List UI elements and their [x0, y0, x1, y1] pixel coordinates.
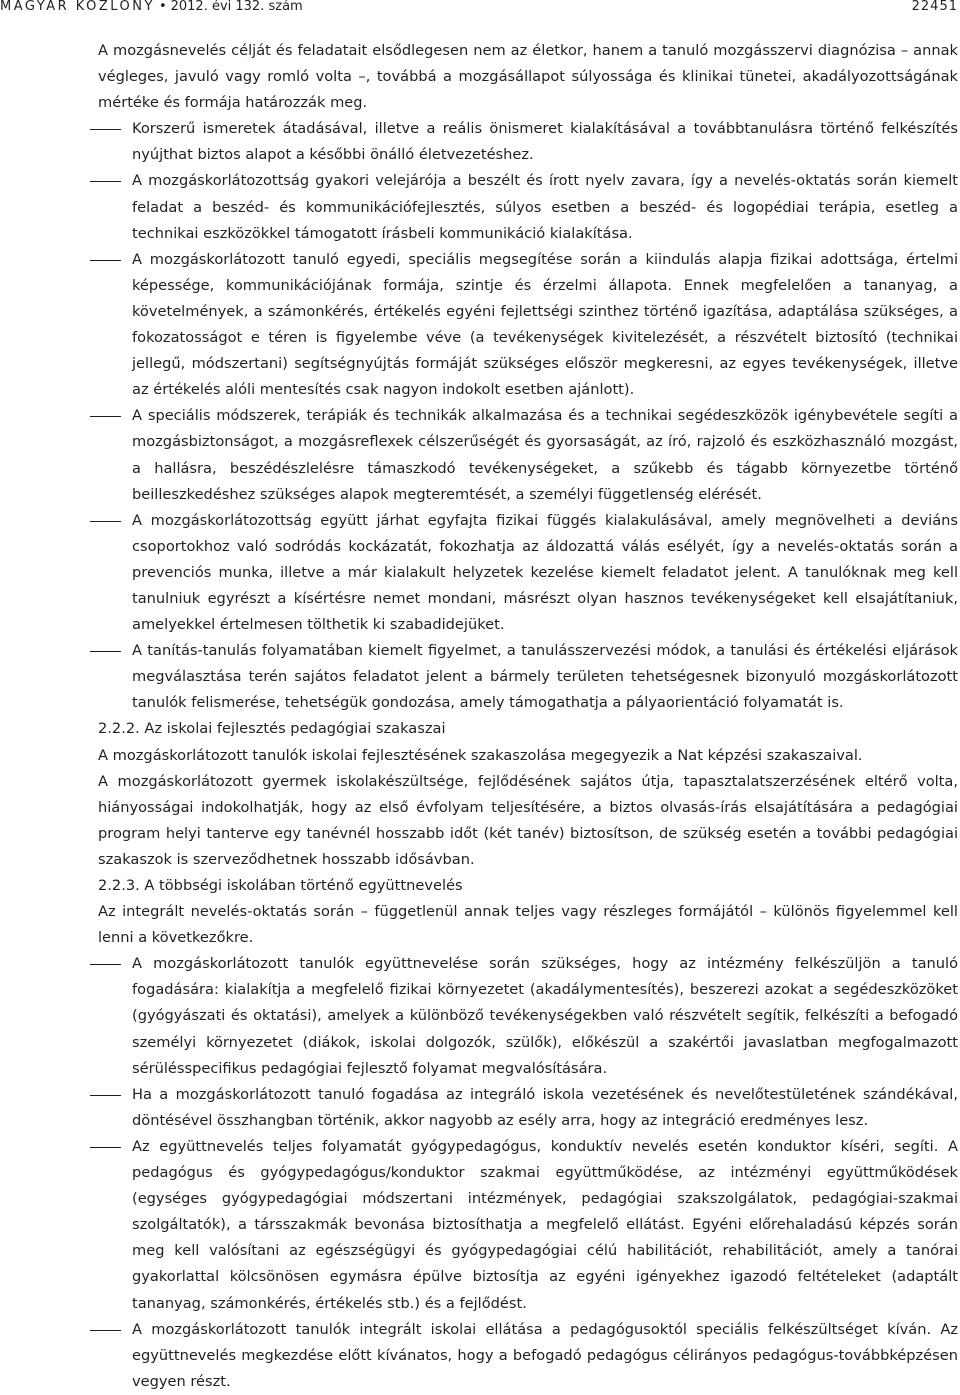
list-item — [98, 1082, 958, 1134]
list-item — [98, 247, 958, 404]
paragraph-222-a: A mozgáskorlátozott tanulók iskolai fejlesztésének szakaszolása megegyezik a Nat képzési szakaszaival. — [98, 746, 863, 764]
journal-title: MAGYAR KÖZLÖNY — [0, 0, 155, 14]
list-item — [98, 403, 958, 507]
list-item-text: A mozgáskorlátozott tanulók együttnevelése során szükséges, hogy az intézmény felkészüljön a tanuló fogadására: kialakítja a megfelelő fizikai környezetet (akadálymentesítés), beszerezi azokat a segédeszközöket (gyógyászati és oktatási), amelyek a különböző tevékenységekben való részvételt segítik, felkészíti a befogadó személyi környezetet (diákok, iskolai dolgozók, szülők), előkészül a szakértői javaslatban megfogalmazott sérülésspecifikus pedagógiai fejlesztő folyamat megvalósítására. — [132, 955, 958, 1077]
list-item — [98, 1317, 958, 1395]
list-item-text: A mozgáskorlátozottság gyakori velejárója a beszélt és írott nyelv zavara, így a nevelés-oktatás során kiemelt feladat a beszéd- és kommunikációfejlesztés, súlyos esetben a beszéd- és logopédiai terápia, esetleg a technikai eszközökkel támogatott írásbeli kommunikáció kialakítása. — [132, 172, 958, 242]
paragraph-222-b: A mozgáskorlátozott gyermek iskolakészültsége, fejlődésének sajátos útja, tapasztalatszerzésének eltérő volta, hiányosságai indokolhatják, hogy az első évfolyam teljesítésére, a biztos olvasás-írás elsajátítására a pedagógiai program helyi tanterve egy tanévnél hosszabb időt (két tanév) biztosítson, de szükség esetén a további pedagógiai szakaszok is szerveződhetnek hosszabb idősávban. — [98, 772, 958, 868]
issue-label: 2012. évi 132. szám — [170, 0, 303, 14]
list-item — [98, 168, 958, 246]
list-item — [98, 116, 958, 168]
list-item-text: A mozgáskorlátozott tanuló egyedi, speciális megsegítése során a kiindulás alapja fizikai adottsága, értelmi képessége, kommunikációjának formája, szintje és érzelmi állapota. Ennek megfelelően a tananyag, a követelmények, a számonkérés, értékelés egyéni fejlettségi szinthez történő igazítása, adaptálása szükséges, a fokozatosságot e téren is figyelembe véve (a tevékenységek kivitelezését, a részvételt biztosító (technikai jellegű, módszertani) segítségnyújtás formáját szükséges először megkeresni, az egyes tevékenységek, illetve az értékelés alóli mentesítés csak nagyon indokolt esetben ajánlott). — [132, 250, 958, 399]
section-heading-223: 2.2.3. A többségi iskolában történő együttnevelés — [98, 877, 463, 894]
list-item — [98, 951, 958, 1081]
bullet-list-2 — [98, 951, 958, 1395]
document-body — [98, 38, 958, 1395]
list-item-text: A speciális módszerek, terápiák és technikák alkalmazása és a technikai segédeszközök igénybevétele segíti a mozgásbiztonságot, a mozgásreflexek célszerűségét és gyorsaságát, az író, rajzoló és eszközhasználó mozgást, a hallásra, beszédészlelésre támaszkodó tevékenységeket, a szűkebb és tágabb környezetbe történő beilleszkedéshez szükséges alapok megteremtését, a személyi függetlenség elérését. — [132, 407, 958, 503]
section-heading-222: 2.2.2. Az iskolai fejlesztés pedagógiai szakaszai — [98, 720, 446, 738]
list-item-text: Ha a mozgáskorlátozott tanuló fogadása az integráló iskola vezetésének és nevelőtestületének szándékával, döntésével összhangban történik, akkor nagyobb az esély arra, hogy az integráció eredményes lesz. — [132, 1085, 958, 1129]
page-header — [0, 0, 960, 18]
bullet-list-1 — [98, 116, 958, 716]
page-number: 22451 — [911, 0, 958, 14]
bullet-separator: • — [158, 0, 167, 14]
paragraph-223: Az integrált nevelés-oktatás során – függetlenül annak teljes vagy részleges formájától – különös figyelemmel kell lenni a következőkre. — [98, 903, 958, 947]
list-item-text: A tanítás-tanulás folyamatában kiemelt figyelmet, a tanulásszervezési módok, a tanulási és értékelési eljárások megválasztása terén sajátos feladatot jelent a bármely területen tehetségesnek bizonyuló mozgáskorlátozott tanulók felismerése, tehetségük gondozása, amely támogathatja a pályaorientáció folyamatát is. — [132, 642, 958, 712]
list-item-text: Az együttnevelés teljes folyamatát gyógypedagógus, konduktív nevelés esetén konduktor kíséri, segíti. A pedagógus és gyógypedagógus/konduktor szakmai együttműködése, az intézményi együttműködések (egységes gyógypedagógiai módszertani intézmények, pedagógiai szakszolgálatok, pedagógiai-szakmai szolgáltatók), a társszakmák bevonása biztosíthatja a megfelelő ellátást. Egyéni előrehaladású képzés során meg kell valósítani az egészségügyi és gyógypedagógiai célú habilitációt, rehabilitációt, amely a tanórai gyakorlattal kölcsönösen egymásra épülve biztosítja az egyéni igényekhez igazodó feltételeket (adaptált tananyag, számonkérés, értékelés stb.) és a fejlődést. — [132, 1137, 958, 1312]
list-item — [98, 508, 958, 638]
list-item-text: A mozgáskorlátozott tanulók integrált iskolai ellátása a pedagógusoktól speciális felkészültséget kíván. Az együttnevelés megkezdése előtt kívánatos, hogy a befogadó pedagógus célirányos pedagógus-továbbképzésen vegyen részt. — [132, 1320, 958, 1390]
intro-paragraph: A mozgásnevelés célját és feladatait elsődlegesen nem az életkor, hanem a tanuló mozgásszervi diagnózisa – annak végleges, javuló vagy romló volta –, továbbá a mozgásállapot súlyossága és klinikai tünetei, akadályozottságának mértéke és formája határozzák meg. — [98, 42, 958, 112]
list-item — [98, 638, 958, 716]
list-item-text: Korszerű ismeretek átadásával, illetve a reális önismeret kialakításával a továbbtanulásra történő felkészítés nyújthat biztos alapot a későbbi önálló életvezetéshez. — [132, 120, 958, 164]
list-item-text: A mozgáskorlátozottság együtt járhat egyfajta fizikai függés kialakulásával, amely megnövelheti a deviáns csoportokhoz való sodródás kockázatát, fokozhatja az áldozattá válás esélyét, így a nevelés-oktatás során a prevenciós munka, illetve a már kialakult helyzetek kezelése kiemelt feladatot jelent. A tanulóknak meg kell tanulniuk egyrészt a kísértésre nemet mondani, másrészt olyan hasznos tevékenységeket kell elsajátítaniuk, amelyekkel értelmesen tölthetik ki szabadidejüket. — [132, 511, 958, 634]
list-item — [98, 1134, 958, 1317]
running-head — [0, 0, 303, 14]
